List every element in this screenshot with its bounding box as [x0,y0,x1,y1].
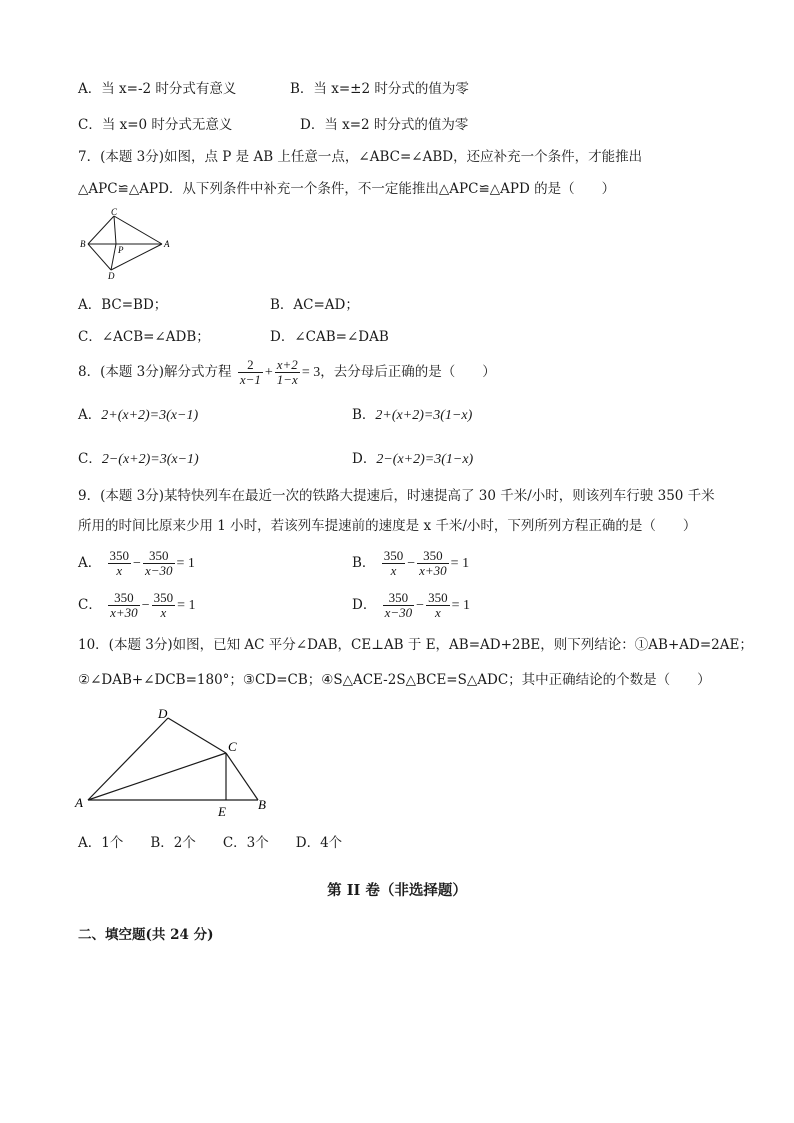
q10-label-c: C [228,739,237,754]
q7-label-c: C [111,207,118,217]
q7-segment-pd [111,244,116,270]
q7-label-b: B [80,239,86,249]
q7-option-d: D．∠CAB=∠DAB [270,329,389,345]
q8-frac2-numerator: x+2 [276,357,298,372]
q9-stem-line1: 9．(本题 3分)某特快列车在最近一次的铁路大提速后，时速提高了 30 千米/小时，则该列车行驶 350 千米 [78,488,715,504]
q7-label-d: D [108,271,115,280]
q9-option-c-label: C． [78,597,102,613]
q8-fraction-2 [275,358,300,387]
q8-option-b-label: B． [352,407,376,423]
q8-option-c-label: C． [78,451,102,467]
q8-option-b-eq: 2+(x+2)=3(1−x) [375,408,473,423]
q8-option-c-eq: 2−(x+2)=3(x−1) [101,452,199,467]
q7-segment-bd [88,244,111,270]
q6-option-b: B．当 x=±2 时分式的值为零 [290,81,469,97]
q9-b-frac1: $\frac{350}{x}$ [383,548,404,578]
q10-figure [72,706,282,822]
q7-stem-line2: △APC≌△APD．从下列条件中补充一个条件，不一定能推出△APC≌△APD 的是（ ） [78,181,616,197]
q7-figure [78,206,178,280]
q7-option-c: C．∠ACB=∠ADB； [78,329,210,345]
q6-option-c: C．当 x=0 时分式无意义 [78,117,233,133]
q9-option-b-label: B． [352,555,376,571]
q10-label-e: E [218,804,226,819]
q9-d-frac2: $\frac{350}{x}$ [428,590,448,620]
q9-option-b: B． $\frac{350}{x}$ − $\frac{350}{x+30}$ = 1 [352,548,470,578]
q8-option-a-eq: 2+(x+2)=3(x−1) [101,408,199,423]
q9-b-frac2: $\frac{350}{x+30}$ [419,548,447,578]
q8-frac2-denominator: 1−x [276,372,298,387]
q8-option-a-label: A． [78,407,102,423]
q8-stem: 8．(本题 3分)解分式方程 $\frac{2}{x-1}$ + $\frac{x+2}{1-x}$ = 3，去分母后正确的是（ ） [78,357,496,387]
q9-option-a-label: A． [78,555,102,571]
q9-d-frac1: $\frac{350}{x-30}$ [384,590,413,620]
q10-label-d: D [158,706,168,721]
q10-stem-line1: 10．(本题 3分)如图，已知 AC 平分∠DAB，CE⊥AB 于 E，AB=AD+2BE，则下列结论：①AB+AD=2AE； [78,637,753,653]
q9-a-frac1: $\frac{350}{x}$ [109,548,130,578]
q7-segment-bc [88,216,114,244]
q8-fraction-1 [238,358,263,387]
q9-option-c: C． $\frac{350}{x+30}$ − $\frac{350}{x}$ = 1 [78,590,196,620]
part2-heading: 二、填空题(共 24 分) [78,927,214,943]
q8-suffix: ，去分母后正确的是（ ） [320,364,496,380]
q10-segment-dc [168,718,226,753]
q7-label-p: P [118,245,124,255]
q10-segment-ac [88,753,226,800]
q9-option-d-label: D． [352,597,377,613]
q10-stem-line2: ②∠DAB+∠DCB=180°；③CD=CB；④S△ACE-2S△BCE=S△ADC；其中正确结论的个数是（ ） [78,672,711,688]
q8-option-d-label: D． [352,451,377,467]
q10-options: A．1个 B．2个 C．3个 D．4个 [78,835,343,851]
q7-option-b: B．AC=AD； [270,297,359,313]
section-title: 第 II 卷（非选择题） [327,882,467,899]
q9-c-frac2: $\frac{350}{x}$ [153,590,174,620]
q6-option-d: D．当 x=2 时分式的值为零 [300,117,469,133]
q9-c-frac1: $\frac{350}{x+30}$ [110,590,138,620]
q10-segment-ad [88,718,168,800]
q9-stem-line2: 所用的时间比原来少用 1 小时，若该列车提速前的速度是 x 千米/小时，下列所列方程正确的是（ ） [78,518,697,534]
q8-option-d [352,450,473,469]
q8-frac1-denominator: x−1 [239,372,261,387]
q10-label-b: B [258,797,266,812]
q8-option-b [352,406,472,425]
q10-segment-cb [226,753,258,800]
q7-segment-cp [114,216,116,244]
q8-frac1-numerator: 2 [238,358,263,373]
q6-option-a: A．当 x=-2 时分式有意义 [78,81,237,97]
q9-option-a: A． $\frac{350}{x}$ − $\frac{350}{x-30}$ = 1 [78,548,195,578]
q8-rhs: = 3 [301,365,321,380]
q7-stem-line1: 7．(本题 3分)如图，点 P 是 AB 上任意一点，∠ABC=∠ABD，还应补充一个条件，才能推出 [78,149,643,165]
q8-option-d-eq: 2−(x+2)=3(1−x) [376,452,474,467]
q8-option-a [78,406,198,425]
q10-label-a: A [75,795,83,810]
q7-label-a: A [164,239,170,249]
q7-segment-ca [114,216,162,244]
q9-a-frac2: $\frac{350}{x-30}$ [144,548,173,578]
q9-option-d: D． $\frac{350}{x-30}$ − $\frac{350}{x}$ = 1 [352,590,470,620]
q7-option-a: A．BC=BD； [78,297,168,313]
q8-option-c [78,450,199,469]
q8-prefix: 8．(本题 3分)解分式方程 [78,364,232,380]
